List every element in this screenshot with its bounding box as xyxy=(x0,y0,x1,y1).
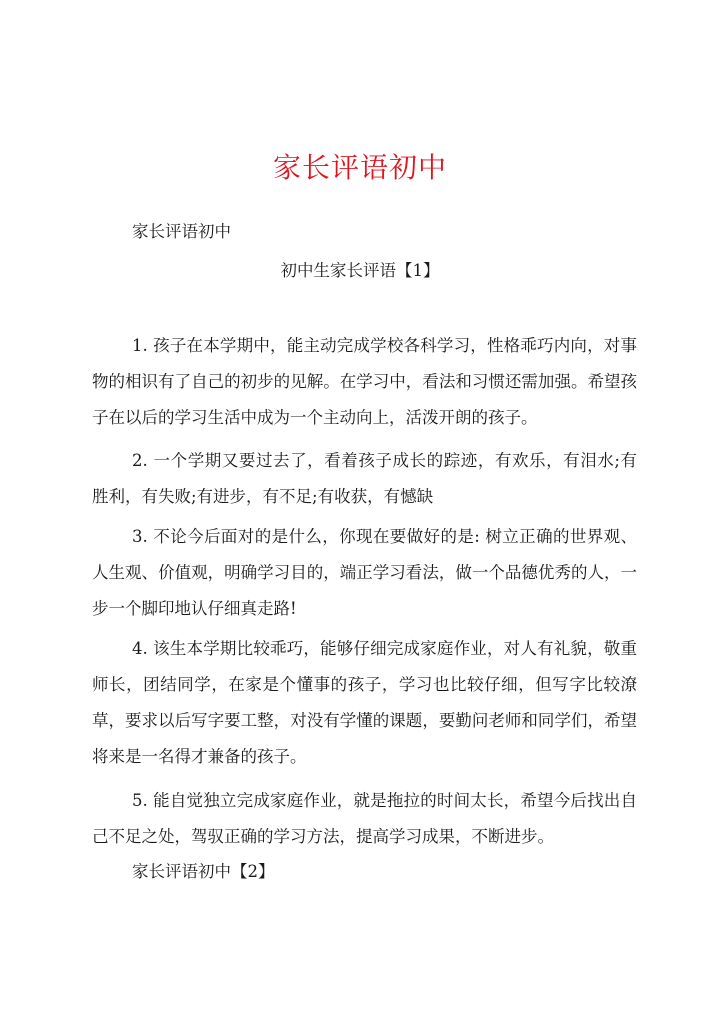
comment-item-5: 5. 能自觉独立完成家庭作业，就是拖拉的时间太长，希望今后找出自己不足之处，驾驭正确的学习方法，提高学习成果，不断进步。 xyxy=(92,791,637,846)
comment-item-1: 1. 孩子在本学期中，能主动完成学校各科学习，性格乖巧内向，对事物的相识有了自己的初步的见解。在学习中，看法和习惯还需加强。希望孩子在以后的学习生活中成为一个主动向上，活泼开朗的孩子。 xyxy=(92,336,637,427)
comment-item-3: 3. 不论今后面对的是什么，你现在要做好的是: 树立正确的世界观、人生观、价值观，明确学习目的，端正学习看法，做一个品德优秀的人，一步一个脚印地认仔细真走路! xyxy=(92,527,637,618)
intro-line: 家长评语初中 xyxy=(132,222,231,241)
section-1-heading: 初中生家长评语【1】 xyxy=(280,261,440,280)
document-title: 家长评语初中 xyxy=(272,151,447,184)
comment-item-4: 4. 该生本学期比较乖巧，能够仔细完成家庭作业，对人有礼貌，敬重师长，团结同学，在家是个懂事的孩子，学习也比较仔细，但写字比较潦草，要求以后写字要工整，对没有学懂的课题，要勤问老师和同学们，希望将来是一名得才兼备的孩子。 xyxy=(92,639,637,766)
comment-item-2: 2. 一个学期又要过去了，看着孩子成长的踪迹，有欢乐，有泪水;有胜利，有失败;有进步，有不足;有收获，有憾缺 xyxy=(92,451,637,506)
section-2-heading: 家长评语初中【2】 xyxy=(132,862,275,881)
